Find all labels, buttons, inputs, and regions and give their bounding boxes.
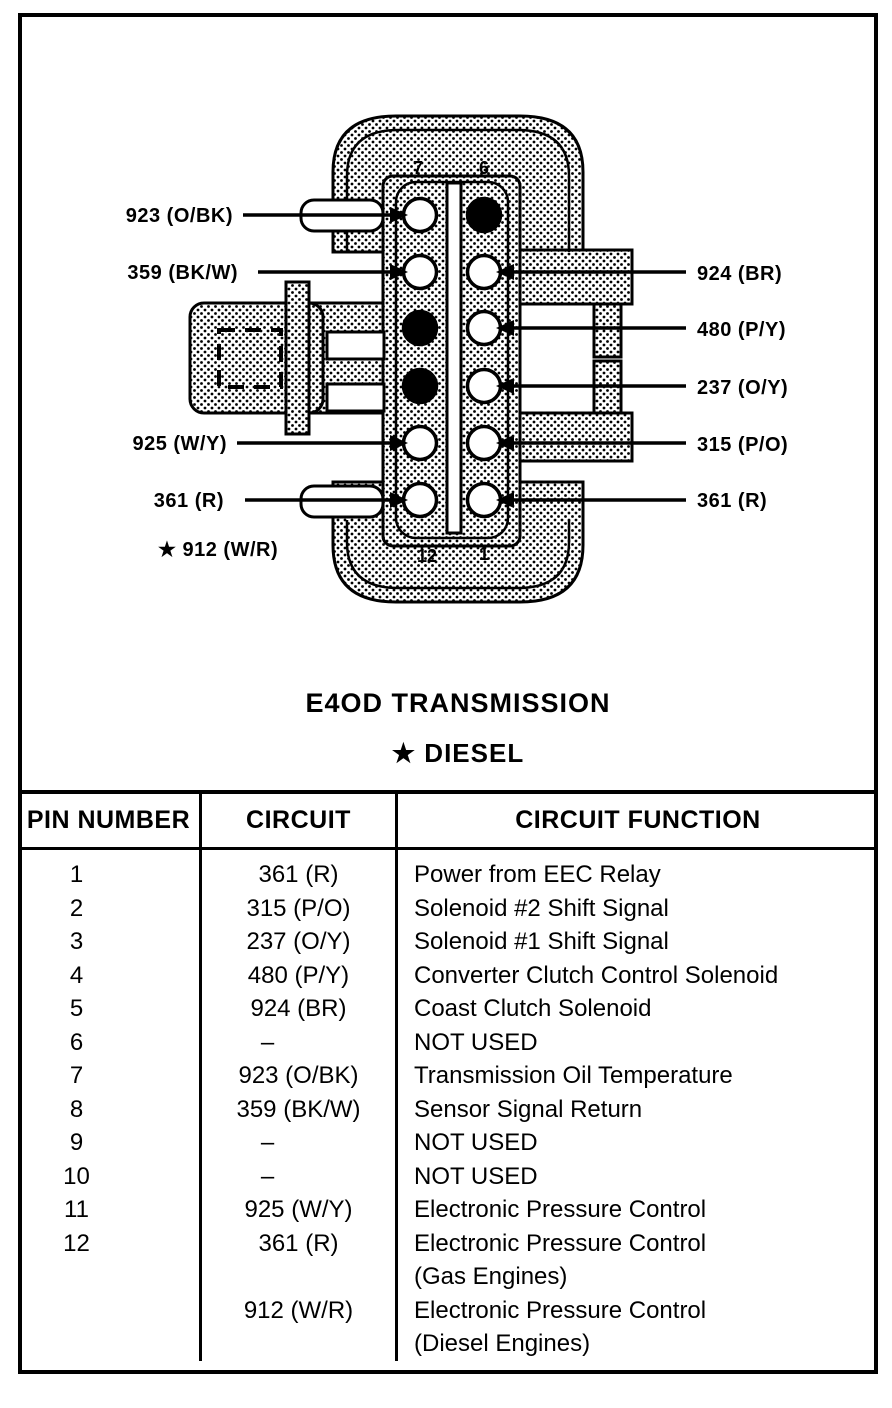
circuit-cell: – [202,1126,398,1160]
diagram-caption-diesel: ★ DIESEL [391,738,525,768]
circuit-cell: – [202,1026,398,1060]
pin-cell: 11 [18,1193,202,1227]
circuit-cell: 925 (W/Y) [202,1193,398,1227]
function-cell: Converter Clutch Control Solenoid [414,961,779,989]
pin-cell: 9 [18,1126,202,1160]
table-header-circuit: CIRCUIT [202,794,398,850]
function-cell: Electronic Pressure Control [414,1296,707,1324]
function-cell: Sensor Signal Return [414,1095,643,1123]
connector-housing [190,116,632,602]
pin-cell [18,1260,202,1294]
pin-1-socket [468,484,501,517]
function-cell: Electronic Pressure Control [414,1229,707,1257]
right-tab-top [518,250,632,304]
pin-8-socket [404,256,437,289]
label-923-obk: 923 (O/BK) [125,205,233,227]
circuit-cell: 359 (BK/W) [202,1093,398,1127]
bottom-pin-number-12: 12 [416,546,438,566]
pin-12-socket [404,484,437,517]
bottom-pin-number-1: 1 [478,544,490,564]
circuit-cell: 361 (R) [202,858,398,892]
right-strip-upper [594,304,621,357]
table-header-circuit-function: CIRCUIT FUNCTION [398,794,878,850]
circuit-cell: – [202,1160,398,1194]
pin-cell [18,1327,202,1361]
center-divider [447,183,461,533]
pin-cell: 10 [18,1160,202,1194]
function-cell: Solenoid #1 Shift Signal [414,928,669,955]
top-pin-number-6: 6 [478,158,490,178]
label-237-oy: 237 (O/Y) [697,377,789,399]
right-tab-bottom [518,413,632,461]
top-pin-number-7: 7 [412,158,424,178]
circuit-cell [202,1327,398,1361]
pin-cell: 7 [18,1059,202,1093]
function-cell: NOT USED [414,1028,538,1056]
label-925-wy: 925 (W/Y) [132,433,227,455]
label-912-wr-footnote: ★ 912 (W/R) [158,539,279,561]
function-cell: Electronic Pressure Control [414,1196,707,1223]
pin-2-socket [468,427,501,460]
label-361-r-right: 361 (R) [697,490,768,512]
function-cell: NOT USED [414,1129,538,1156]
circuit-cell: 361 (R) [202,1227,398,1261]
label-361-r-left: 361 (R) [153,490,224,512]
pin-5-socket [468,256,501,289]
pin-cell: 6 [18,1026,202,1060]
function-cell: NOT USED [414,1162,538,1190]
function-cell: (Gas Engines) [414,1263,568,1290]
circuit-cell: 237 (O/Y) [202,925,398,959]
label-359-bkw: 359 (BK/W) [127,262,238,284]
pin-4-socket [468,312,501,345]
pin-cell: 2 [18,892,202,926]
pin-cell [18,1294,202,1328]
pin-cell: 8 [18,1093,202,1127]
left-plug-tab [286,282,309,434]
circuit-cell [202,1260,398,1294]
pin-3-socket [468,370,501,403]
function-cell: Coast Clutch Solenoid [414,995,652,1022]
function-cell: (Diesel Engines) [414,1330,591,1357]
pin-10-socket [404,370,437,403]
pin-7-socket [404,199,437,232]
pin-cell: 4 [18,959,202,993]
label-924-br: 924 (BR) [697,263,783,285]
pin-6-socket [468,199,501,232]
table-header-pin-number: PIN NUMBER [18,794,202,850]
pin-cell: 3 [18,925,202,959]
pin-cell: 12 [18,1227,202,1261]
label-315-po: 315 (P/O) [697,434,789,456]
table-spacer [18,850,202,858]
pin-11-socket [404,427,437,460]
function-cell: Power from EEC Relay [414,861,661,888]
pin-circuit-table [18,790,878,1374]
diagram-caption-title: E4OD TRANSMISSION [305,688,611,718]
circuit-cell: 315 (P/O) [202,892,398,926]
circuit-cell: 480 (P/Y) [202,959,398,993]
circuit-cell: 912 (W/R) [202,1294,398,1328]
function-cell: Solenoid #2 Shift Signal [414,894,669,922]
table-spacer [202,850,398,858]
circuit-cell: 923 (O/BK) [202,1059,398,1093]
pin-cell: 5 [18,992,202,1026]
function-cell: Transmission Oil Temperature [414,1062,733,1089]
circuit-cell: 924 (BR) [202,992,398,1026]
pin-9-socket [404,312,437,345]
label-480-py: 480 (P/Y) [697,319,786,341]
table-spacer [398,850,878,858]
pin-cell: 1 [18,858,202,892]
